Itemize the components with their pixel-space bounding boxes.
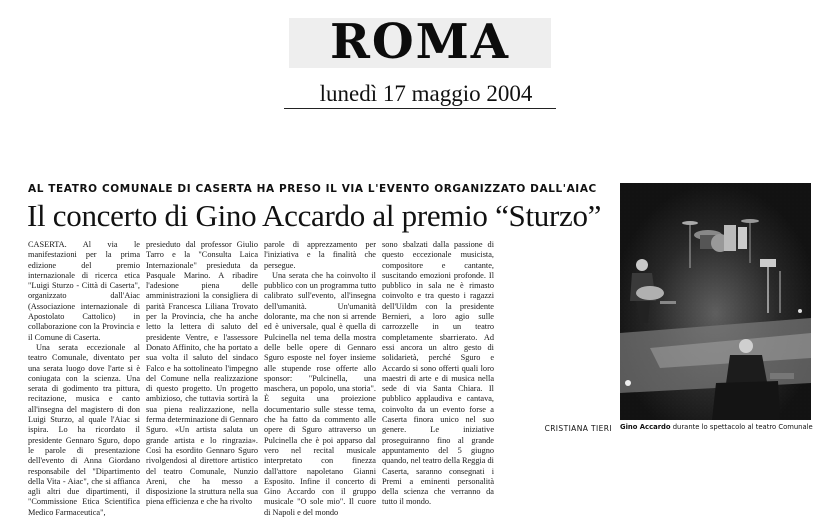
article-kicker: AL TEATRO COMUNALE DI CASERTA HA PRESO IL VIA L'EVENTO ORGANIZZATO DALL'AIAC [28,183,597,195]
paragraph: presieduto dal professor Giulio Tarro e la "Consulta Laica Internazionale" presieduta da Pasquale Marino. A ribadire l'adesione piena delle amministrazioni la consigliera di parità Francesca Liliana Trovato per la Provincia, che ha anche letto la lettera di saluto del presidente Ventre, e l'assessore Donato Affinito, che ha portato a sua volta il saluto del sindaco Falco e ha sottolineato l'impegno del Comune nella realizzazione di questo progetto. Un progetto ambizioso, che tuttavia sortirà la sua piena realizzazione, nella ferma determinazione di Gennaro Sguro. «Un artista saluta un grande artista e lo ringrazia». Così ha esordito Gennaro Sguro rivolgendosi al direttore artistico del teatro Comunale, Nunzio Areni, che ha messo a disposizione la struttura nella sua piena efficienza e che ha rivolto [146,240,258,507]
paragraph: sono sbalzati dalla passione di questo eccezionale musicista, compositore e cantante, suscitando emozioni profonde. Il pubblico in sala ne è rimasto coinvolto e tra questo i ragazzi dell'Uildm con la presidente Bernieri, a loro agio sulle carrozzelle in un teatro completamente sbarrierato. Ad essi ancora un altro gesto di solidarietà, perché Sguro e Accardo si sono offerti quali loro maestri di arte e di musica nella sede di via Santa Chiara. Il pubblico applaudiva e cantava, coinvolto da un evento forse a Caserta finora unico nel suo genere. Le iniziative proseguiranno fino al grande appuntamento del 5 giugno quando, nel teatro della Reggia di Caserta, saranno consegnati i Premi a eminenti personalità della scienza che verranno da tutto il mondo. [382,240,494,507]
dateline: CASERTA. [28,240,67,249]
article-column-3 [264,240,376,517]
paragraph: Una serata che ha coinvolto il pubblico con un programma tutto calibrato sull'evento, all'insegna dell'umanità. Un'umanità dolorante, ma che non si arrende ed è universale, qual è quella di Pulcinella nel tema della mostra delle belle opere di Gennaro Sguro esposte nel foyer insieme alle stupende rose offerte allo sponsor: "Pulcinella, una maschera, un popolo, una storia". È seguita una proiezione documentario sulle stesse tema, che ha fatto da commento alle opere di Sguro attraverso un Pulcinella che è poi apparso dal vero nel recital musicale interpretato con finezza dall'attore napoletano Gianni Esposito. Infine il concerto di Gino Accardo con il gruppo musicale "O sole mio". Il cuore di Napoli e del mondo [264,270,376,517]
issue-date: lunedì 17 maggio 2004 [319,81,533,106]
article-column-4 [382,240,494,507]
photo-caption [620,423,820,431]
caption-text: durante lo spettacolo al teatro Comunale [670,423,813,431]
article-byline: CRISTIANA TIERI [544,424,612,433]
paragraph: Una serata eccezionale al teatro Comunale, diventato per una serata luogo dove l'arte si è coniugata con la scienza. Una serata di godimento tra pittura, recitazione, musica e canto all'insegna del magistero di don Luigi Sturzo, al quale l'Aiac si ispira. Lo ha ricordato il presidente Gennaro Sguro, dopo le parole di presentazione dell'evento di Anna Giordano responsabile del "Dipartimento della Vita - Aiac", che si affianca agli altri due dipartimenti, il "Commissione Etica Scientifica Medico Farmaceutica", [28,342,140,517]
newspaper-masthead: ROMA [329,14,511,70]
paragraph [28,240,140,343]
paragraph: parole di apprezzamento per l'iniziativa e la finalità che persegue. [264,240,376,270]
stage-photo-illustration [620,183,811,420]
article-column-2 [146,240,258,507]
date-rule [284,108,556,109]
article-headline: Il concerto di Gino Accardo al premio “Sturzo” [27,198,602,233]
caption-subject: Gino Accardo [620,423,671,431]
article-column-1 [28,240,140,517]
paragraph-text: Al via le manifestazioni per la prima edizione del premio internazionale di ricerca etica "Luigi Sturzo - Città di Caserta", organizzato dall'Aiac (Associazione internazionale di Apostolato Cattolico) in collaborazione con la Provincia e il Comune di Caserta. [28,240,140,342]
concert-photo [620,183,811,420]
